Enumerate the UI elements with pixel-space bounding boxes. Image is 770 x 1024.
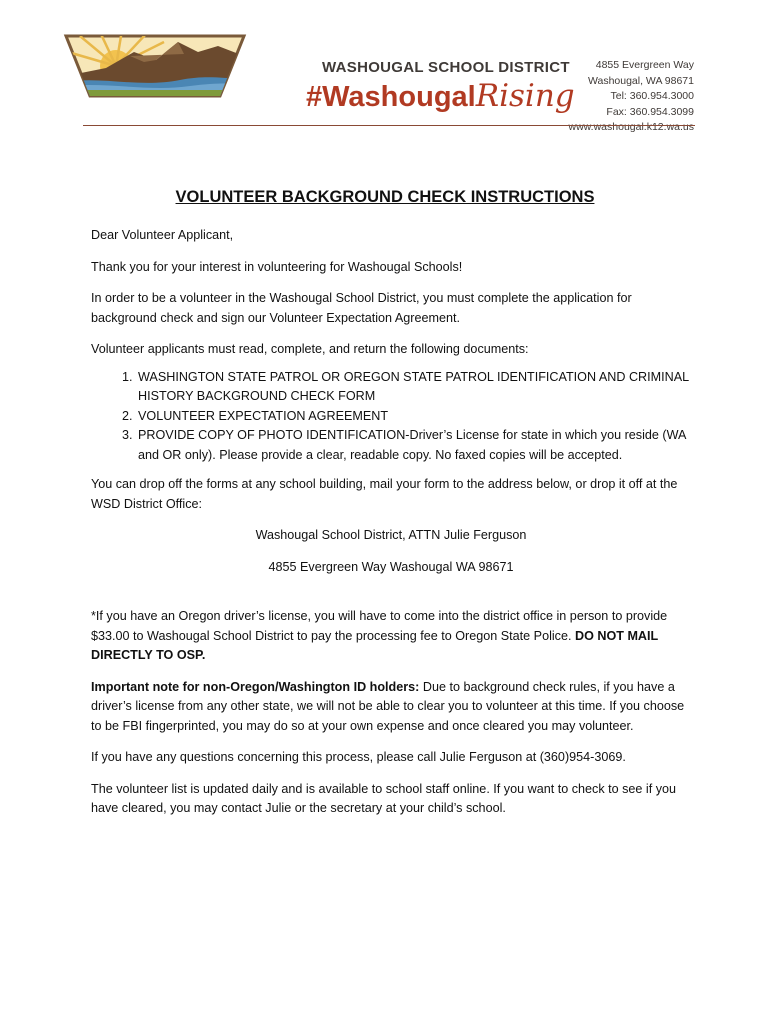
page-title: VOLUNTEER BACKGROUND CHECK INSTRUCTIONS bbox=[175, 188, 595, 206]
questions-paragraph: If you have any questions concerning this process, please call Julie Ferguson at (360)954-3069. bbox=[91, 750, 626, 764]
important-note bbox=[91, 678, 691, 737]
letter-body bbox=[91, 226, 691, 831]
greeting: Dear Volunteer Applicant, bbox=[91, 228, 234, 242]
documents-list bbox=[91, 368, 691, 466]
letterhead bbox=[60, 22, 700, 133]
list-update-paragraph: The volunteer list is updated daily and is available to school staff online. If you want to check to see if you have cleared, you may contact Julie or the secretary at your child’s school. bbox=[91, 781, 677, 815]
district-logo-icon bbox=[60, 22, 250, 102]
list-item: 3. PROVIDE COPY OF PHOTO IDENTIFICATION-Driver’s License for state in which you reside (WA and OR only). Please provide a clear, readable copy. No faxed copies will be accepted. bbox=[136, 426, 691, 465]
contact-website: www.washougal.k12.wa.us bbox=[568, 121, 694, 133]
oregon-note-warning: DO NOT MAIL DIRECTLY TO OSP. bbox=[91, 628, 658, 662]
header-divider bbox=[83, 125, 695, 126]
dropoff-paragraph: You can drop off the forms at any school building, mail your form to the address below, or drop it off at the WSD District Office: bbox=[91, 477, 678, 511]
contact-phone: Tel: 360.954.3000 bbox=[610, 90, 694, 102]
list-item: 2. VOLUNTEER EXPECTATION AGREEMENT bbox=[136, 407, 691, 427]
mailing-attn: Washougal School District, ATTN Julie Ferguson bbox=[255, 528, 527, 542]
contact-city: Washougal, WA 98671 bbox=[587, 74, 694, 87]
oregon-note bbox=[91, 607, 691, 666]
oregon-note-text: *If you have an Oregon driver’s license, you will have to come into the district office in person to provide $33.00 to Washougal School District to pay the processing fee to Oregon State Police. bbox=[91, 609, 668, 643]
slogan-hashtag: #Washougal bbox=[306, 81, 476, 113]
intro-paragraph: In order to be a volunteer in the Washougal School District, you must complete the application for background check and sign our Volunteer Expectation Agreement. bbox=[91, 291, 632, 325]
documents-intro: Volunteer applicants must read, complete, and return the following documents: bbox=[91, 342, 529, 356]
thanks-paragraph: Thank you for your interest in volunteering for Washougal Schools! bbox=[91, 259, 463, 274]
important-note-label: Important note for non-Oregon/Washington ID holders: bbox=[91, 679, 420, 694]
important-note-text: Due to background check rules, if you have a driver’s license from any other state, we will not be able to clear you to volunteer at this time. If you choose to be FBI fingerprinted, you may do so at your own expense and once cleared you may volunteer. bbox=[91, 679, 685, 733]
contact-fax: Fax: 360.954.3099 bbox=[606, 105, 694, 118]
list-item: 1. WASHINGTON STATE PATROL OR OREGON STATE PATROL IDENTIFICATION AND CRIMINAL HISTORY BACKGROUND CHECK FORM bbox=[136, 368, 691, 407]
district-slogan bbox=[306, 78, 575, 114]
mailing-address: 4855 Evergreen Way Washougal WA 98671 bbox=[268, 559, 514, 574]
contact-block bbox=[569, 58, 694, 136]
district-name: WASHOUGAL SCHOOL DISTRICT bbox=[322, 59, 570, 76]
contact-address: 4855 Evergreen Way bbox=[595, 59, 694, 71]
slogan-script: Rising bbox=[475, 78, 575, 114]
